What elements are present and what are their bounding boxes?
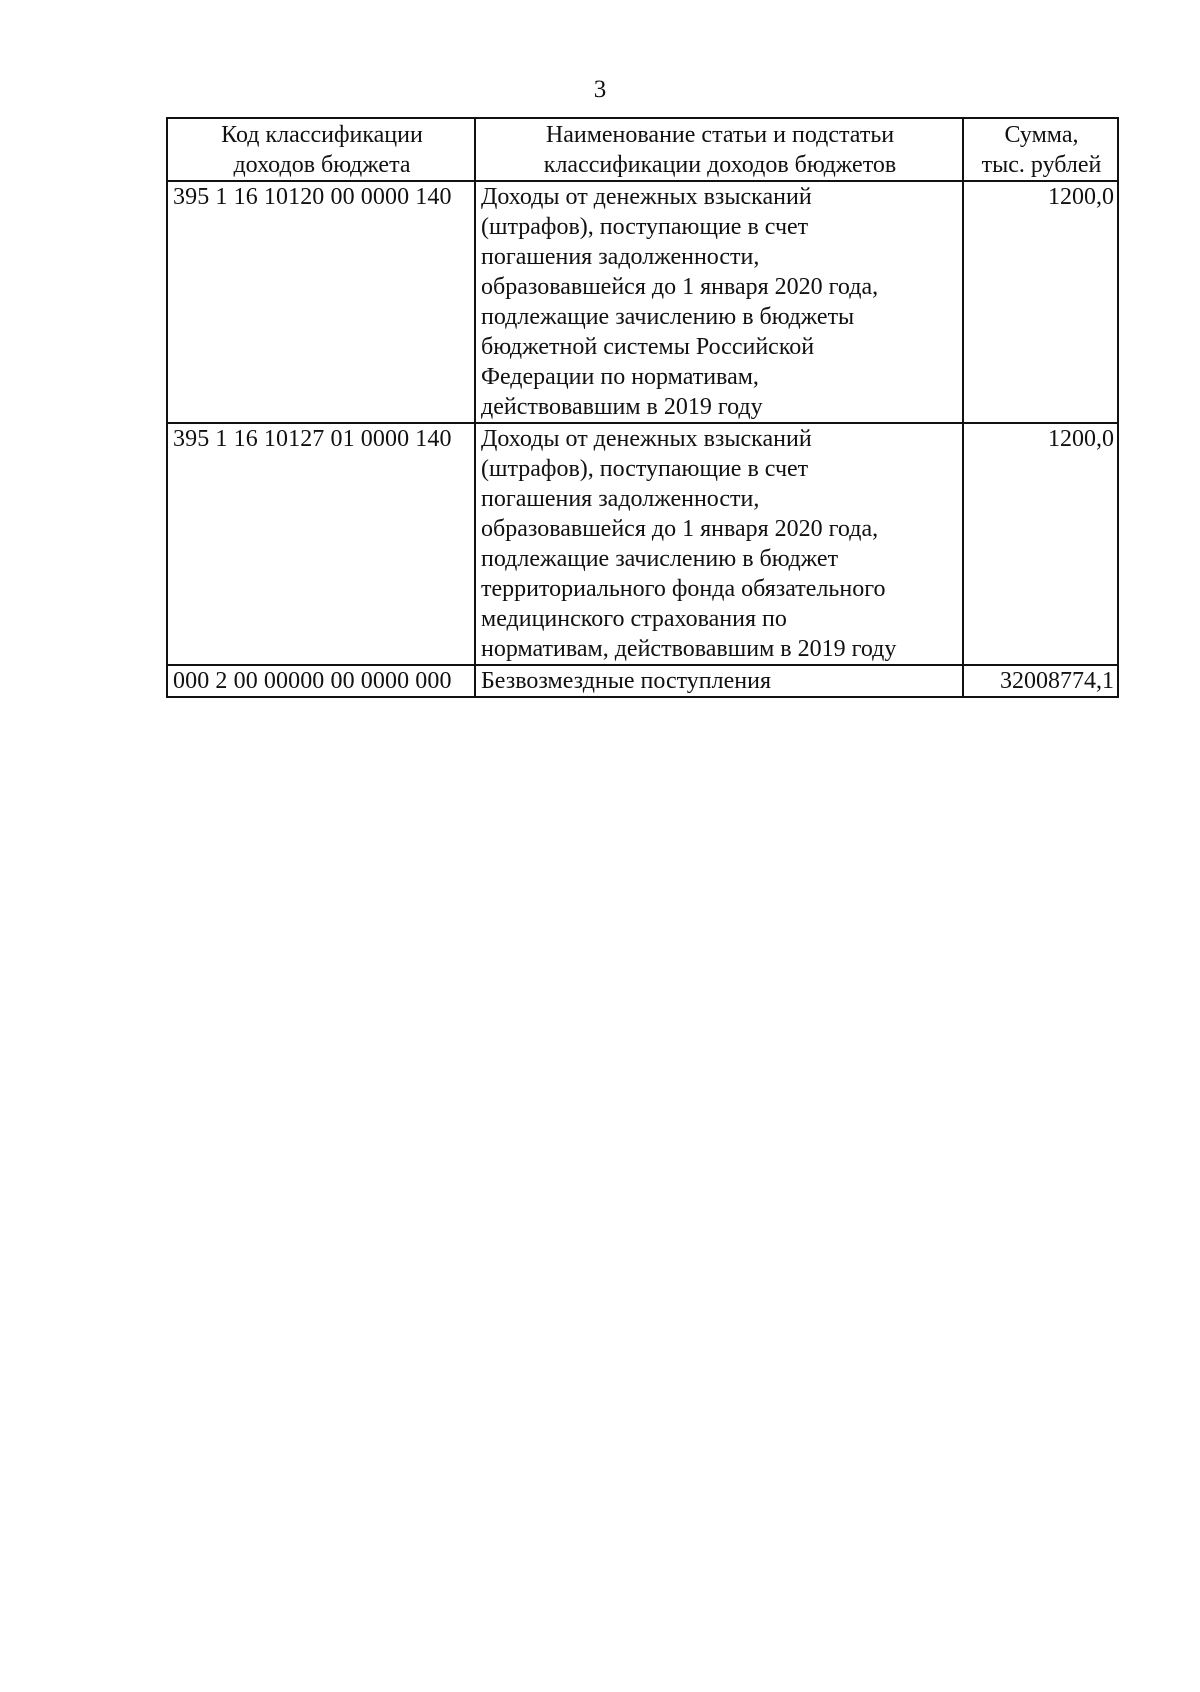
- table-header-row: [167, 118, 1118, 181]
- item-name: Доходы от денежных взысканий (штрафов), поступающие в счет погашения задолженности, образовавшейся до 1 января 2020 года, подлежащие зачислению в бюджеты бюджетной системы Российской Федерации по нормативам, действовавшим в 2019 году: [475, 181, 963, 423]
- header-name: Наименование статьи и подстатьи классификации доходов бюджетов: [475, 118, 963, 181]
- item-name: Безвозмездные поступления: [475, 665, 963, 697]
- header-sum: Сумма, тыс. рублей: [963, 118, 1118, 181]
- amount: 1200,0: [963, 181, 1118, 423]
- table-row: [167, 181, 1118, 423]
- table-row: [167, 423, 1118, 665]
- header-code: Код классификации доходов бюджета: [167, 118, 475, 181]
- table-body: [167, 181, 1118, 697]
- revenue-classification-table: [166, 117, 1119, 698]
- classification-code: 395 1 16 10120 00 0000 140: [167, 181, 475, 423]
- amount: 32008774,1: [963, 665, 1118, 697]
- page-number: 3: [593, 76, 607, 103]
- item-name: Доходы от денежных взысканий (штрафов), поступающие в счет погашения задолженности, образовавшейся до 1 января 2020 года, подлежащие зачислению в бюджет территориального фонда обязательного медицинского страхования по нормативам, действовавшим в 2019 году: [475, 423, 963, 665]
- table-row: [167, 665, 1118, 697]
- classification-code: 395 1 16 10127 01 0000 140: [167, 423, 475, 665]
- amount: 1200,0: [963, 423, 1118, 665]
- classification-code: 000 2 00 00000 00 0000 000: [167, 665, 475, 697]
